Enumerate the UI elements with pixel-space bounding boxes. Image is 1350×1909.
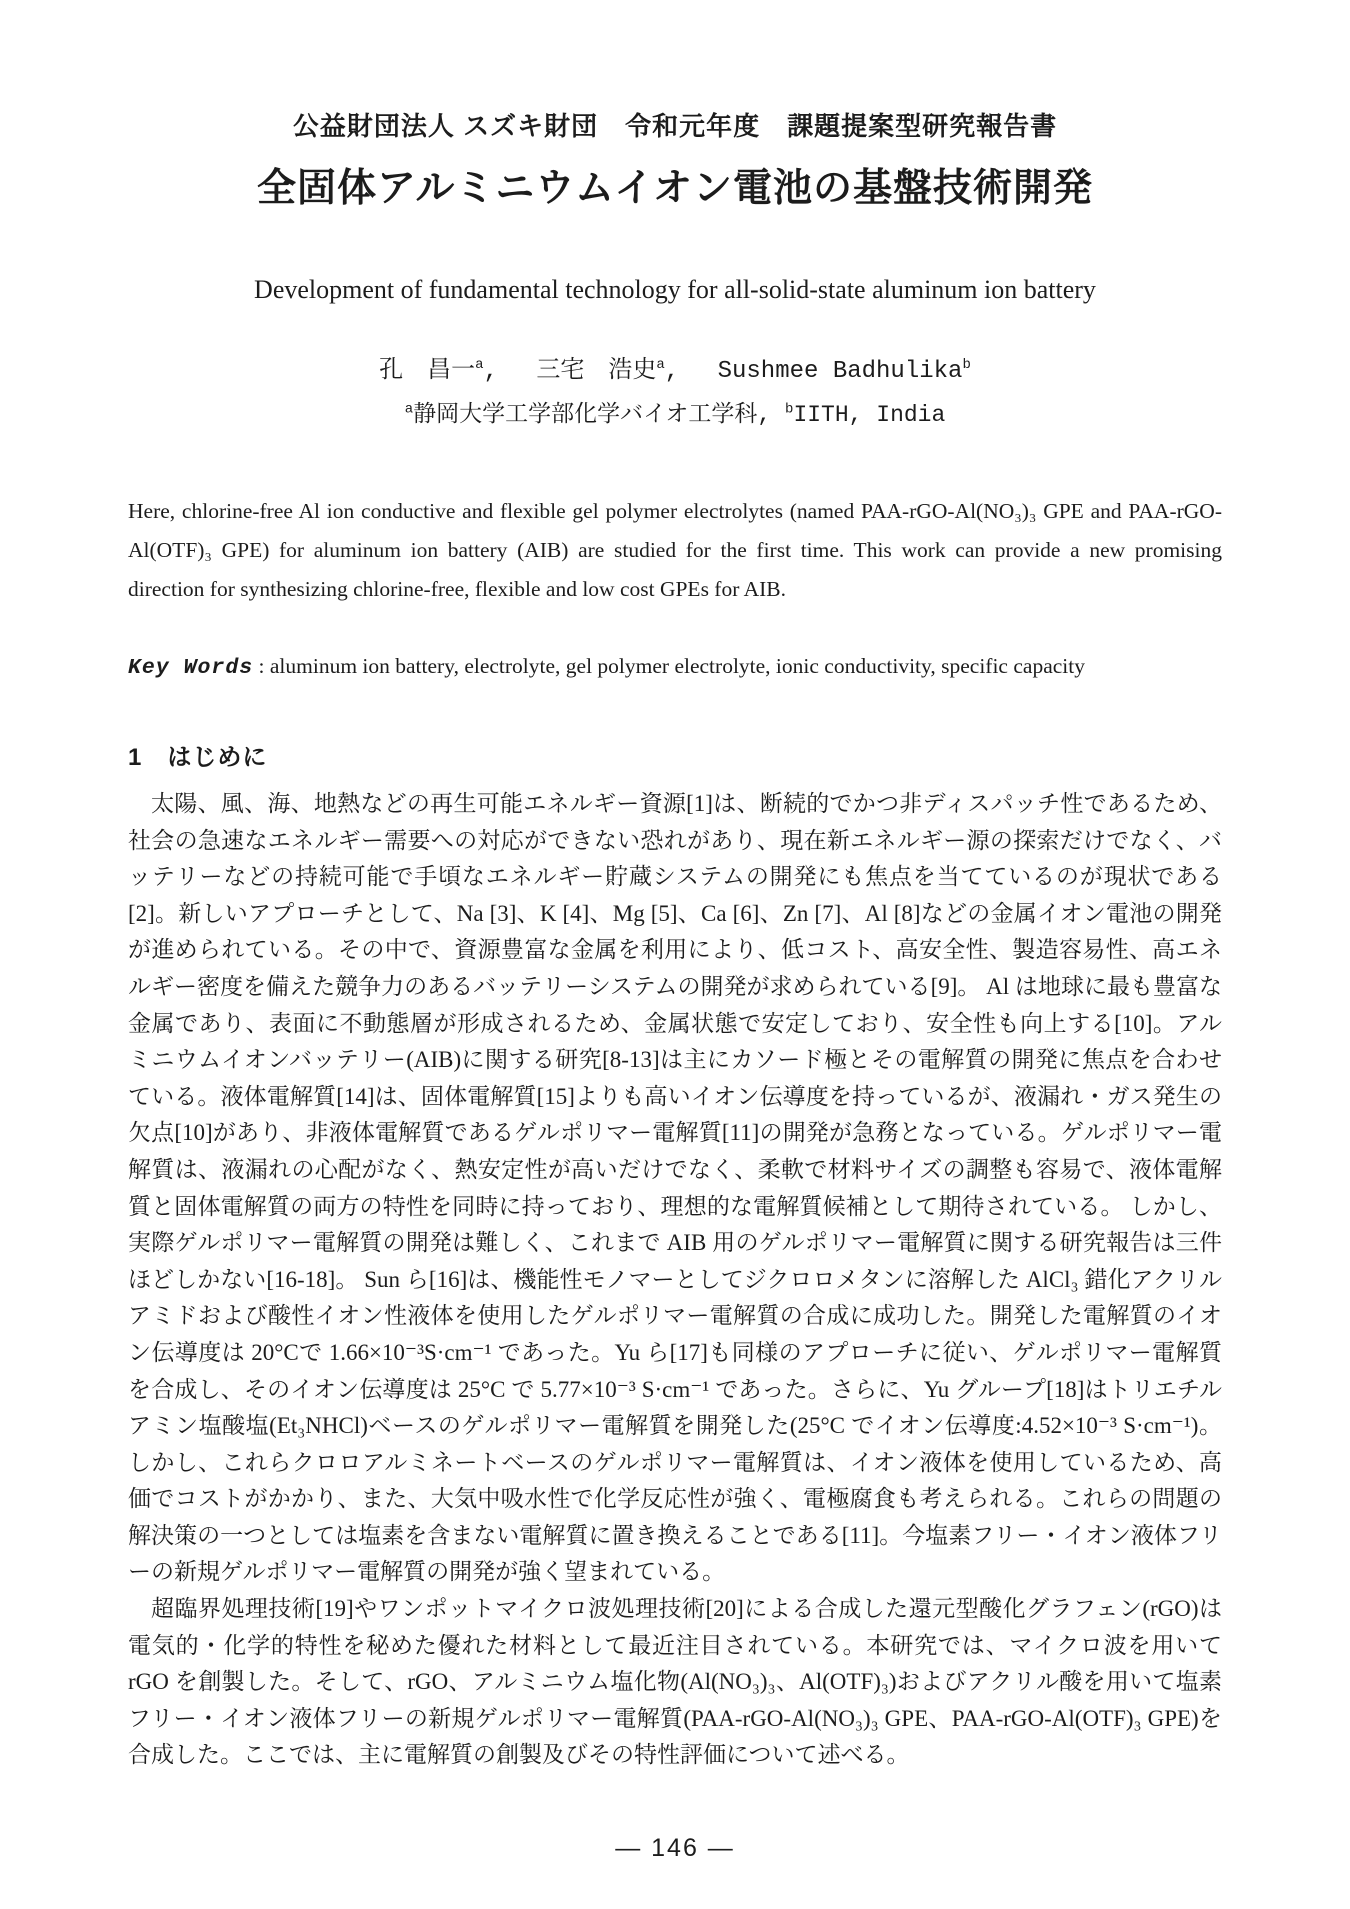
section-1-paragraph-1: 太陽、風、海、地熱などの再生可能エネルギー資源[1]は、断続的でかつ非ディスパッチ性であるため、社会の急速なエネルギー需要への対応ができない恐れがあり、現在新エネルギー源の探索だけでなく、バッテリーなどの持続可能で手頃なエネルギー貯蔵システムの開発にも焦点を当てているのが現状である[2]。新しいアプローチとして、Na [3]、K [4]、Mg [5]、Ca [6]、Zn [7]、Al [8]などの金属イオン電池の開発が進められている。その中で、資源豊富な金属を利用により、低コスト、高安全性、製造容易性、高エネルギー密度を備えた競争力のあるバッテリーシステムの開発が求められている[9]。 Al は地球に最も豊富な金属であり、表面に不動態層が形成されるため、金属状態で安定しており、安全性も向上する[10]。アルミニウムイオンバッテリー(AIB)に関する研究[8-13]は主にカソード極とその電解質の開発に焦点を合わせている。液体電解質[14]は、固体電解質[15]よりも高いイオン伝導度を持っているが、液漏れ・ガス発生の欠点[10]があり、非液体電解質であるゲルポリマー電解質[11]の開発が急務となっている。ゲルポリマー電解質は、液漏れの心配がなく、熱安定性が高いだけでなく、柔軟で材料サイズの調整も容易で、液体電解質と固体電解質の両方の特性を同時に持っており、理想的な電解質候補として期待されている。 しかし、実際ゲルポリマー電解質の開発は難しく、これまで AIB 用のゲルポリマー電解質に関する研究報告は三件ほどしかない[16-18]。 Sun ら[16]は、機能性モノマーとしてジクロロメタンに溶解した AlCl₃ 錯化アクリルアミドおよび酸性イオン性液体を使用したゲルポリマー電解質の合成に成功した。開発した電解質のイオン伝導度は 20°Cで 1.66×10⁻³S·cm⁻¹ であった。Yu ら[17]も同様のアプローチに従い、ゲルポリマー電解質を合成し、そのイオン伝導度は 25°C で 5.77×10⁻³ S·cm⁻¹ であった。さらに、Yu グループ[18]はトリエチルアミン塩酸塩(Et₃NHCl)ベースのゲルポリマー電解質を開発した(25°C でイオン伝導度:4.52×10⁻³ S·cm⁻¹)。しかし、これらクロロアルミネートベースのゲルポリマー電解質は、イオン液体を使用しているため、高価でコストがかかり、また、大気中吸水性で化学反応性が強く、電極腐食も考えられる。これらの問題の解決策の一つとしては塩素を含まない電解質に置き換えることである[11]。今塩素フリー・イオン液体フリーの新規ゲルポリマー電解質の開発が強く望まれている。 bbox=[128, 791, 1222, 1585]
document-header-line: 公益財団法人 スズキ財団 令和元年度 課題提案型研究報告書 bbox=[292, 111, 1058, 141]
affiliation-mark: a bbox=[404, 401, 414, 418]
affiliation-line bbox=[128, 395, 1222, 428]
keywords-line bbox=[128, 651, 1222, 683]
affiliation-text: IITH, India bbox=[793, 402, 946, 428]
author-name: 三宅 浩史 bbox=[536, 358, 657, 385]
author-name: 孔 昌一 bbox=[379, 358, 476, 385]
section-1-body bbox=[128, 786, 1222, 1774]
keywords-label: Key Words bbox=[128, 656, 254, 680]
author-affiliation-mark: a bbox=[475, 357, 484, 373]
page-title: 全固体アルミニウムイオン電池の基盤技術開発 bbox=[256, 167, 1094, 210]
keywords-text: aluminum ion battery, electrolyte, gel polymer electrolyte, ionic conductivity, specific capacity bbox=[269, 654, 1085, 678]
section-1-heading: 1 はじめに bbox=[128, 744, 268, 771]
affiliation-mark: b bbox=[785, 401, 794, 418]
author-affiliation-mark: b bbox=[962, 357, 971, 373]
author-affiliation-mark: a bbox=[656, 357, 665, 373]
title-english: Development of fundamental technology for all-solid-state aluminum ion battery bbox=[254, 275, 1096, 304]
author-name: Sushmee Badhulika bbox=[717, 358, 963, 385]
author-line bbox=[128, 349, 1222, 385]
keywords-separator: : bbox=[253, 654, 270, 678]
section-1-paragraph-2: 超臨界処理技術[19]やワンポットマイクロ波処理技術[20]による合成した還元型酸化グラフェン(rGO)は電気的・化学的特性を秘めた優れた材料として最近注目されている。本研究では、マイクロ波を用いて rGO を創製した。そして、rGO、アルミニウム塩化物(Al(NO₃)₃、Al(OTF)₃)およびアクリル酸を用いて塩素フリー・イオン液体フリーの新規ゲルポリマー電解質(PAA-rGO-Al(NO₃)₃ GPE、PAA-rGO-Al(OTF)₃ GPE)を合成した。ここでは、主に電解質の創製及びその特性評価について述べる。 bbox=[128, 1596, 1222, 1768]
author-separator: , bbox=[664, 358, 718, 385]
author-separator: , bbox=[483, 358, 537, 385]
page-number: — 146 — bbox=[615, 1834, 735, 1862]
abstract-paragraph: Here, chlorine-free Al ion conductive and flexible gel polymer electrolytes (named PAA-rGO-Al(NO₃)₃ GPE and PAA-rGO-Al(OTF)₃ GPE) for aluminum ion battery (AIB) are studied for the first time. This work can provide a new promising direction for synthesizing chlorine-free, flexible and low cost GPEs for AIB. bbox=[128, 499, 1222, 601]
affiliation-text: 静岡大学工学部化学バイオ工学科, bbox=[413, 402, 786, 428]
